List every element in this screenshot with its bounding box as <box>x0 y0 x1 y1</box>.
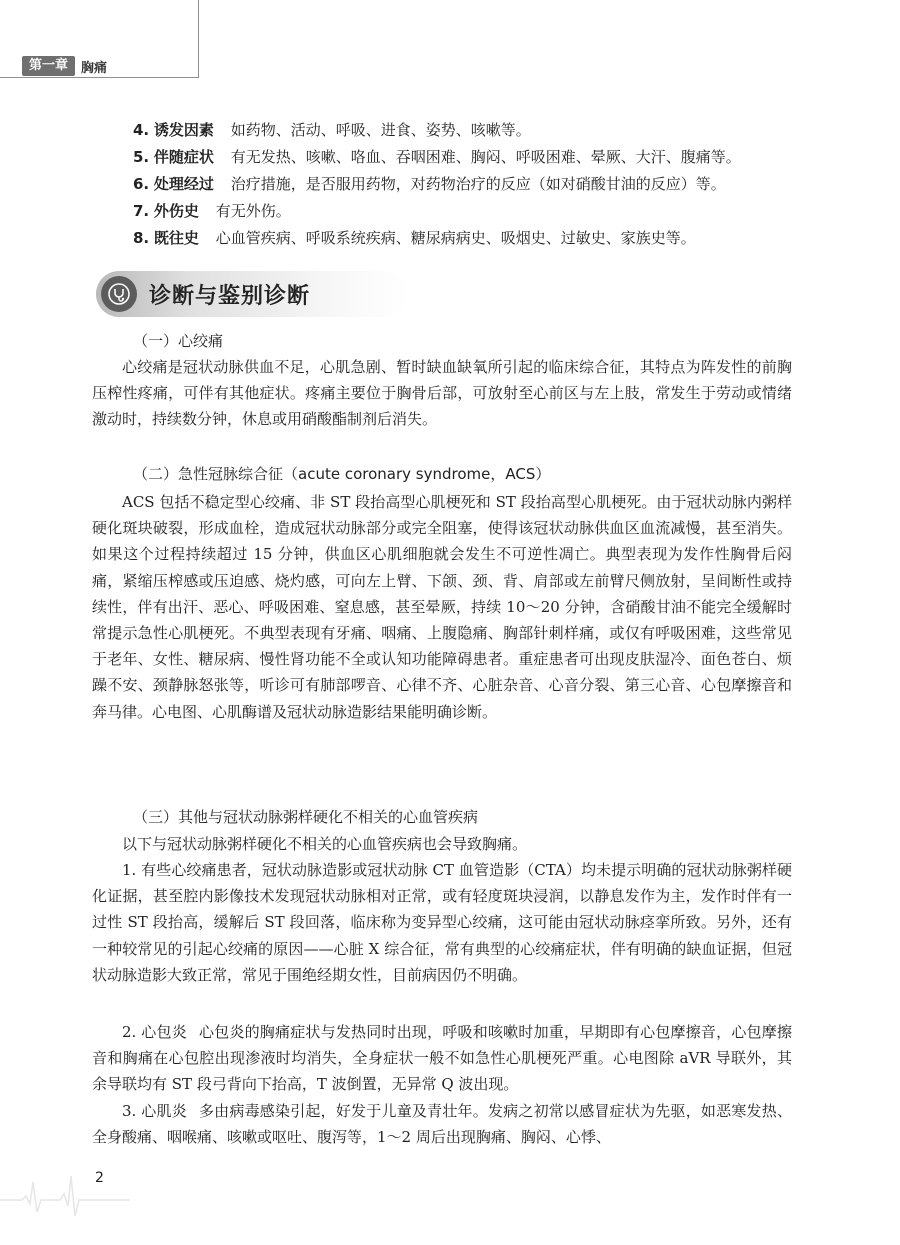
page-number: 2 <box>95 1170 104 1186</box>
paragraph-acs: ACS 包括不稳定型心绞痛、非 ST 段抬高型心肌梗死和 ST 段抬高型心肌梗死。由于冠状动脉内粥样硬化斑块破裂，形成血栓，造成冠状动脉部分或完全阻塞，使得该冠状动脉供血区血流减慢，甚至消失。如果这个过程持续超过 15 分钟，供血区心肌细胞就会发生不可逆性凋亡。典型表现为发作性胸骨后闷痛，紧缩压榨感或压迫感、烧灼感，可向左上臂、下颌、颈、背、肩部或左前臂尺侧放射，呈间断性或持续性，伴有出汗、恶心、呼吸困难、窒息感，甚至晕厥，持续 10～20 分钟，含硝酸甘油不能完全缓解时常提示急性心肌梗死。不典型表现有牙痛、咽痛、上腹隐痛、胸部针刺样痛，或仅有呼吸困难，这些常见于老年、女性、糖尿病、慢性肾功能不全或认知功能障碍患者。重症患者可出现皮肤湿冷、面色苍白、烦躁不安、颈静脉怒张等，听诊可有肺部啰音、心律不齐、心脏杂音、心音分裂、第三心音、心包摩擦音和奔马律。心电图、心肌酶谱及冠状动脉造影结果能明确诊断。 <box>92 493 792 721</box>
section-title: 诊断与鉴别诊断 <box>149 283 311 309</box>
running-header <box>0 55 199 77</box>
item-text: 心血管疾病、呼吸系统疾病、糖尿病病史、吸烟史、过敏史、家族史等。 <box>215 229 696 247</box>
item-number: 8. <box>133 229 150 247</box>
item-term: 既往史 <box>153 229 199 247</box>
item-text: 有无发热、咳嗽、咯血、吞咽困难、胸闷、呼吸困难、晕厥、大汗、腹痛等。 <box>230 148 741 166</box>
section-banner <box>96 271 408 317</box>
chapter-title: 胸痛 <box>81 60 108 76</box>
paragraph-variant-angina <box>92 857 792 988</box>
subsection-heading-other: （三）其他与冠状动脉粥样硬化不相关的心血管疾病 <box>133 808 479 826</box>
item-number: 5. <box>133 148 150 166</box>
history-item <box>133 117 813 144</box>
item-number: 6. <box>133 175 150 193</box>
subsection-heading-acs: （二）急性冠脉综合征（acute coronary syndrome，ACS） <box>133 465 551 483</box>
item-text: 冠状动脉造影或冠状动脉 CT 血管造影（CTA）均未提示明确的冠状动脉粥样硬化证据，甚至腔内影像技术发现冠状动脉相对正常，或有轻度斑块浸润，以静息发作为主，发作时伴有一过性 ST 段抬高，缓解后 ST 段回落，临床称为变异型心绞痛，这可能由冠状动脉痉挛所致。另外，还有一种较常见的引起心绞痛的原因——心脏 X 综合征，常有典型的心绞痛症状，伴有明确的缺血证据，但冠状动脉造影大致正常，常见于围绝经期女性，目前病因仍不明确。 <box>92 861 792 984</box>
history-item <box>133 225 813 252</box>
paragraph-angina: 心绞痛是冠状动脉供血不足，心肌急剧、暂时缺血缺氧所引起的临床综合征，其特点为阵发性的前胸压榨性疼痛，可伴有其他症状。疼痛主要位于胸骨后部，可放射至心前区与左上肢，常发生于劳动或情绪激动时，持续数分钟，休息或用硝酸酯制剂后消失。 <box>92 358 792 429</box>
item-label: 1. 有些心绞痛患者， <box>122 861 262 879</box>
history-item <box>133 198 813 225</box>
item-label: 3. 心肌炎 <box>122 1102 187 1120</box>
item-term: 处理经过 <box>153 175 214 193</box>
item-number: 4. <box>133 121 150 139</box>
history-item <box>133 171 813 198</box>
item-term: 诱发因素 <box>153 121 214 139</box>
ecg-wave-decoration <box>0 1162 130 1222</box>
item-text: 如药物、活动、呼吸、进食、姿势、咳嗽等。 <box>230 121 531 139</box>
paragraph-pericarditis <box>92 1019 792 1098</box>
item-term: 伴随症状 <box>153 148 214 166</box>
paragraph-other-intro: 以下与冠状动脉粥样硬化不相关的心血管疾病也会导致胸痛。 <box>122 835 528 853</box>
history-list <box>133 117 813 252</box>
item-text: 多由病毒感染引起，好发于儿童及青壮年。发病之初常以感冒症状为先驱，如恶寒发热、全身酸痛、咽喉痛、咳嗽或呕吐、腹泻等，1～2 周后出现胸痛、胸闷、心悸、 <box>92 1102 792 1147</box>
header-underline <box>0 77 199 78</box>
item-term: 外伤史 <box>153 202 199 220</box>
item-text: 治疗措施，是否服用药物，对药物治疗的反应（如对硝酸甘油的反应）等。 <box>230 175 726 193</box>
item-number: 7. <box>133 202 150 220</box>
stethoscope-icon <box>101 276 137 312</box>
item-label: 2. 心包炎 <box>122 1023 187 1041</box>
subsection-heading-angina: （一）心绞痛 <box>133 332 224 350</box>
chapter-tag: 第一章 <box>22 56 75 76</box>
item-text: 有无外伤。 <box>215 202 291 220</box>
paragraph-myocarditis <box>92 1098 792 1150</box>
item-text: 心包炎的胸痛症状与发热同时出现，呼吸和咳嗽时加重，早期即有心包摩擦音，心包摩擦音和胸痛在心包腔出现渗液时均消失，全身症状一般不如急性心肌梗死严重。心电图除 aVR 导联外，其余导联均有 ST 段弓背向下抬高，T 波倒置，无异常 Q 波出现。 <box>92 1023 792 1094</box>
history-item <box>133 144 813 171</box>
